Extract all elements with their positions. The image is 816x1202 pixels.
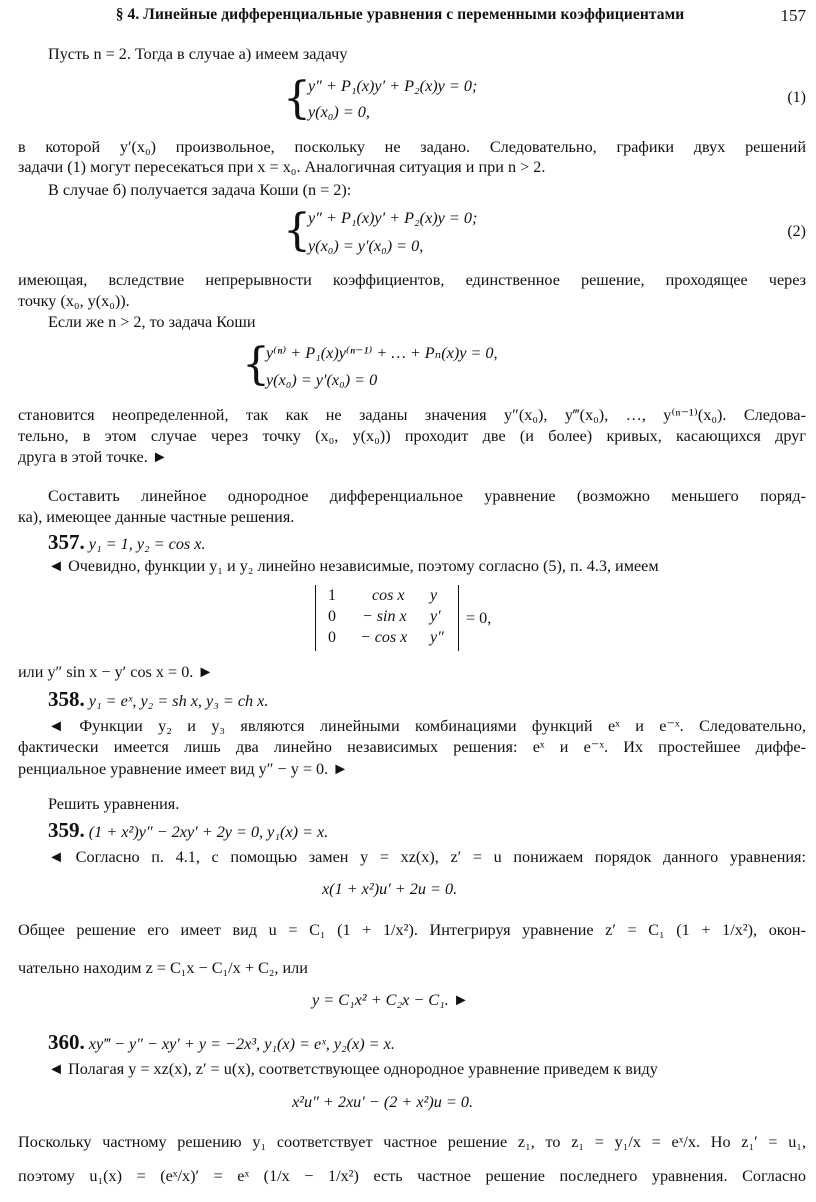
problem-number: 358.	[48, 687, 85, 711]
text-line: или y″ sin x − y′ cos x = 0. ►	[18, 663, 214, 681]
text-line: ◄ Полагая y = xz(x), z′ = u(x), соответствующее однородное уравнение приведем к виду	[48, 1060, 658, 1078]
text-line: В случае б) получается задача Коши (n = 2):	[48, 181, 352, 199]
det-cell: 0	[328, 629, 336, 646]
text-line: ка), имеющее данные частные решения.	[18, 508, 295, 526]
text-line: имеющая, вследствие непрерывности коэффициентов, единственное решение, проходящее через	[18, 271, 806, 289]
text-line: тельно, в этом случае через точку (x₀, y(x₀)) проходит две (и более) кривых, касающихся друг	[18, 427, 806, 445]
left-brace: {	[283, 205, 311, 256]
problem-statement: y₁ = eˣ, y₂ = sh x, y₃ = ch x.	[88, 692, 269, 710]
running-header	[0, 6, 816, 30]
equation-line: x²u″ + 2xu′ − (2 + x²)u = 0.	[292, 1093, 474, 1111]
det-cell: y′	[430, 608, 441, 625]
equation-line: y(x₀) = y′(x₀) = 0	[266, 371, 378, 389]
det-cell: 0	[328, 608, 336, 625]
det-cell: cos x	[372, 587, 405, 604]
equation-line: y″ + P₁(x)y′ + P₂(x)y = 0;	[308, 209, 478, 227]
page-number: 157	[780, 6, 806, 25]
section-title: § 4. Линейные дифференциальные уравнения с переменными коэффициентами	[115, 6, 685, 23]
text-line: Решить уравнения.	[48, 795, 180, 813]
det-cell: y″	[430, 629, 444, 646]
text-line: Если же n > 2, то задача Коши	[48, 313, 256, 331]
wronskian-determinant	[315, 585, 459, 651]
equation-line: y″ + P₁(x)y′ + P₂(x)y = 0;	[308, 77, 478, 95]
equation-line: y⁽ⁿ⁾ + P₁(x)y⁽ⁿ⁻¹⁾ + … + Pₙ(x)y = 0,	[266, 344, 498, 362]
equation-line: y(x₀) = 0,	[308, 103, 370, 121]
text-line: ренциальное уравнение имеет вид y″ − y = 0. ►	[18, 760, 349, 778]
equation-line: y = C₁x² + C₂x − C₁. ►	[312, 991, 469, 1009]
problem-statement: y₁ = 1, y₂ = cos x.	[88, 535, 206, 553]
det-cell: − cos x	[360, 629, 408, 646]
text-line: становится неопределенной, так как не заданы значения y″(x₀), y‴(x₀), …, y⁽ⁿ⁻¹⁾(x₀). Следова-	[18, 406, 806, 424]
problem-number: 360.	[48, 1030, 85, 1054]
left-brace: {	[242, 339, 270, 390]
text-line: чательно находим z = C₁x − C₁/x + C₂, или	[18, 959, 308, 977]
equation-number: (1)	[787, 89, 806, 106]
equation-line: y(x₀) = y′(x₀) = 0,	[308, 237, 424, 255]
equation-number: (2)	[787, 223, 806, 240]
det-cell: − sin x	[362, 608, 407, 625]
text-line: Общее решение его имеет вид u = C₁ (1 + 1/x²). Интегрируя уравнение z′ = C₁ (1 + 1/x²), окон-	[18, 921, 806, 939]
text-line: фактически имеется лишь два линейно независимых решения: eˣ и e⁻ˣ. Их простейшее диффе-	[18, 738, 806, 756]
text-line: ◄ Очевидно, функции y₁ и y₂ линейно независимые, поэтому согласно (5), п. 4.3, имеем	[48, 557, 659, 575]
text-line: точку (x₀, y(x₀)).	[18, 292, 130, 310]
text-line: поэтому u₁(x) = (eˣ/x)′ = eˣ (1/x − 1/x²) есть частное решение последнего уравнения. Согласно	[18, 1167, 806, 1185]
text-line: ◄ Согласно п. 4.1, с помощью замен y = xz(x), z′ = u понижаем порядок данного уравнения:	[48, 848, 806, 866]
problem-359	[48, 818, 328, 844]
left-brace: {	[283, 73, 311, 124]
problem-number: 359.	[48, 818, 85, 842]
text-line: Пусть n = 2. Тогда в случае а) имеем задачу	[48, 45, 348, 63]
text-line: ◄ Функции y₂ и y₃ являются линейными комбинациями функций eˣ и e⁻ˣ. Следовательно,	[48, 717, 806, 735]
text-line: Составить линейное однородное дифференциальное уравнение (возможно меньшего поряд-	[48, 487, 806, 505]
determinant-rhs: = 0,	[466, 609, 492, 627]
problem-statement: (1 + x²)y″ − 2xy′ + 2y = 0, y₁(x) = x.	[88, 823, 329, 841]
problem-statement: xy‴ − y″ − xy′ + y = −2x³, y₁(x) = eˣ, y₂(x) = x.	[88, 1035, 395, 1053]
text-line: задачи (1) могут пересекаться при x = x₀. Аналогичная ситуация и при n > 2.	[18, 158, 546, 176]
problem-number: 357.	[48, 530, 85, 554]
det-cell: y	[430, 587, 438, 604]
equation-line: x(1 + x²)u′ + 2u = 0.	[322, 880, 458, 898]
text-line: друга в этой точке. ►	[18, 448, 168, 466]
problem-358	[48, 687, 268, 713]
det-cell: 1	[328, 587, 336, 604]
text-line: Поскольку частному решению y₁ соответствует частное решение z₁, то z₁ = y₁/x = eˣ/x. Но z₁′ = u₁,	[18, 1133, 806, 1151]
problem-357	[48, 530, 206, 556]
text-line: в которой y′(x₀) произвольное, поскольку не задано. Следовательно, графики двух решений	[18, 138, 806, 156]
problem-360	[48, 1030, 395, 1056]
